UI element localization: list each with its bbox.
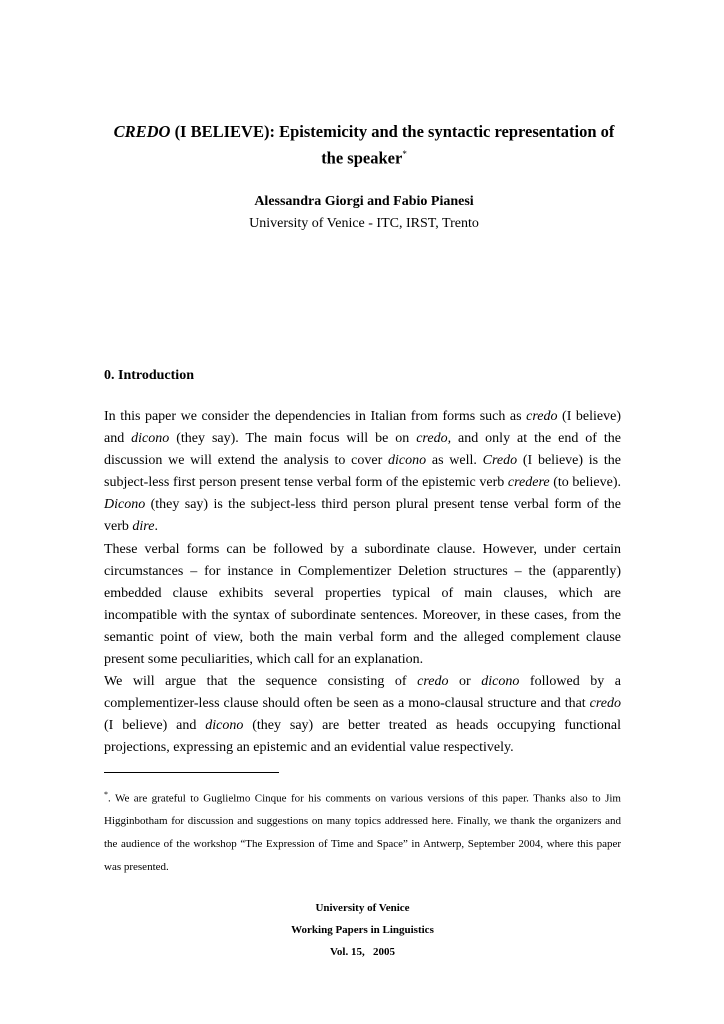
text-run: In this paper we consider the dependencies in Italian from forms such as [104,409,527,424]
imprint-publisher: University of Venice [315,902,410,914]
title-line-2-text: the speaker [321,148,403,168]
italic-term: Dicono [104,497,146,513]
text-run: or [448,674,482,690]
italic-term: credo [526,409,558,424]
italic-term: dicono [481,674,520,690]
text-run: (they say) is the subject-less third person plural present tense verbal form of the verb [104,497,621,535]
title-italic-word: CREDO [113,122,171,141]
text-run: (I believe) and [104,409,621,447]
title-line-2 [104,143,624,170]
italic-term: credo, [416,431,452,447]
text-run: These verbal forms can be followed by a subordinate clause. However, under certain circumstances – for instance in Complementizer Deletion structures – the (apparently) embedded clause exhibits several properties typical of main clauses, which are incompatible with the syntax of subordinate sentences. Moreover, in these cases, from the semantic point of view, both the main verbal form and the alleged complement clause present some peculiarities, which call for an explanation. [104,541,621,668]
paper-title [104,121,624,170]
italic-term: dicono [131,431,170,447]
text-run: (they say). The main focus will be on [169,431,417,447]
paragraph-3 [104,671,621,759]
paragraph-2 [104,539,621,672]
text-run: followed by a complementizer-less clause should often be seen as a mono-clausal structure and that [104,674,621,712]
title-line-1 [104,121,624,143]
text-run: (to believe). [549,475,622,491]
text-run: and only at the end of the discussion we will extend the analysis to cover [104,431,621,469]
title-line-1-rest: (I BELIEVE): Epistemicity and the syntactic representation of [170,122,615,141]
title-footnote-mark[interactable]: * [402,149,407,159]
italic-term: credere [507,475,550,491]
italic-term: Credo [482,453,518,469]
footnote-mark: * [104,790,108,799]
text-run: (I believe) is the subject-less first person present tense verbal form of the epistemic verb [104,453,621,491]
author-block [104,191,624,235]
paragraph-1 [104,406,621,539]
text-run: We will argue that the sequence consisting of [104,674,418,690]
section-heading-introduction: 0. Introduction [104,368,194,383]
author-affiliation: University of Venice - ITC, IRST, Trento [249,216,479,231]
footnote-text: . We are grateful to Guglielmo Cinque for his comments on various versions of this paper. Thanks also to Jim Higginbotham for discussion and suggestions on many topics addressed here. Finally, we thank the organizers and the audience of the workshop “The Expression of Time and Space” in Antwerp, September 2004, where this paper was presented. [104,792,621,873]
italic-term: dicono [205,718,244,734]
text-run: as well. [426,453,483,469]
italic-term: dicono [388,453,427,469]
italic-term: credo [417,674,449,690]
body-text [104,406,621,760]
imprint-volume: Vol. 15, 2005 [330,946,395,958]
text-run: (they say) are better treated as heads occupying functional projections, expressing an epistemic and an evidential value respectively. [104,718,621,756]
footnote-separator [104,772,279,773]
italic-term: dire [132,519,155,535]
imprint-series: Working Papers in Linguistics [291,924,434,936]
footnote [104,784,621,878]
text-run: (I believe) and [104,718,206,734]
italic-term: credo [589,696,621,712]
author-names: Alessandra Giorgi and Fabio Pianesi [254,194,474,209]
journal-imprint [104,897,621,963]
text-run: . [154,519,158,535]
